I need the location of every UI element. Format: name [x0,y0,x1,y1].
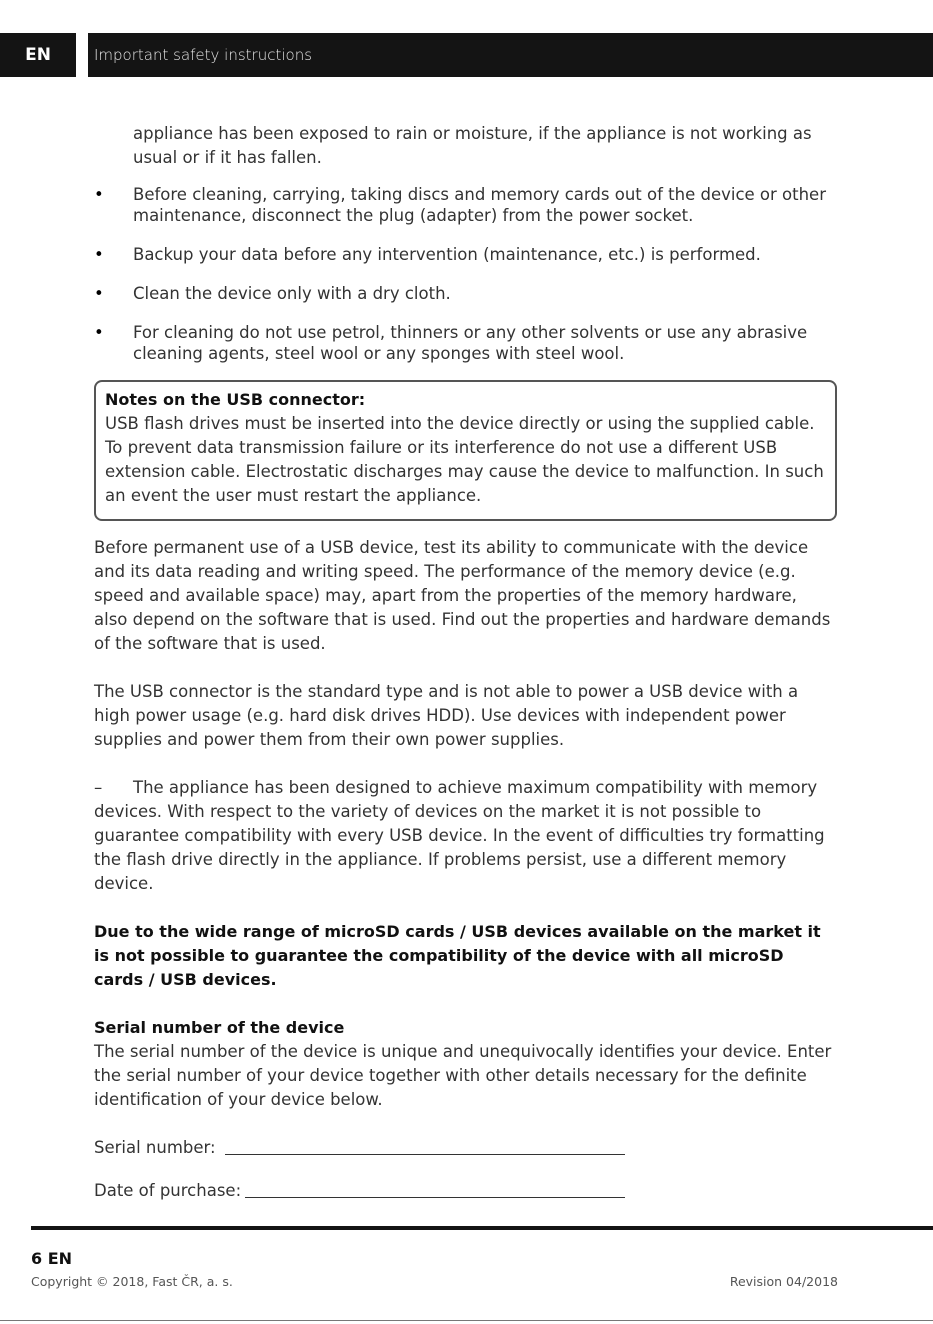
usb-performance-paragraph: Before permanent use of a USB device, test its ability to communicate with the device and its data reading and writing speed. The performance of the memory device (e.g. speed and available space) may, apart from the properties of the memory hardware, also depend on the software that is used. Find out the properties and hardware demands of the software that is used. [94,538,831,653]
section-title: Important safety instructions [94,46,313,64]
bullet-icon: • [94,323,104,342]
usb-notes-box [94,380,837,521]
list-item: • Clean the device only with a dry cloth. [94,284,451,303]
serial-number-field [94,1138,216,1157]
usb-notes-body: USB flash drives must be inserted into the device directly or using the supplied cable. To prevent data transmission failure or its interference do not use a different USB extension cable. Electrostatic discharges may cause the device to malfunction. In such an event the user must restart the appliance. [105,414,824,505]
dash-marker: – [94,778,103,797]
bullet-icon: • [94,245,104,264]
compatibility-paragraph: – The appliance has been designed to achieve maximum compatibility with memory devices. With respect to the variety of devices on the market it is not possible to guarantee compatibility with every USB device. In the event of difficulties try formatting the flash drive directly in the appliance. If problems persist, use a different memory device. [94,778,825,893]
purchase-date-line [245,1197,625,1198]
copyright: Copyright © 2018, Fast ČR, a. s. [31,1274,233,1289]
list-item: • For cleaning do not use petrol, thinners or any other solvents or use any abrasive cleaning agents, steel wool or any sponges with steel wool. [94,323,808,363]
header-separator [76,33,88,77]
page-header [0,33,933,77]
language-tag: EN [25,45,51,65]
usb-notes-title: Notes on the USB connector: [105,390,366,409]
purchase-date-field [94,1181,241,1200]
serial-number-label: Serial number: [94,1138,216,1157]
compatibility-warning: Due to the wide range of microSD cards / USB devices available on the market it is not possible to guarantee the compatibility of the device with all microSD cards / USB devices. [94,922,821,989]
footer-rule [31,1226,933,1230]
page-number: 6 EN [31,1249,73,1268]
revision: Revision 04/2018 [729,1274,838,1289]
continuation-text: appliance has been exposed to rain or moisture, if the appliance is not working as usual or if it has fallen. [133,124,812,167]
usb-power-paragraph: The USB connector is the standard type and is not able to power a USB device with a high power usage (e.g. hard disk drives HDD). Use devices with independent power supplies and power them from their own power supplies. [94,682,799,749]
serial-heading: Serial number of the device [94,1018,345,1037]
list-item: • Backup your data before any intervention (maintenance, etc.) is performed. [94,245,761,264]
page-bottom-rule [0,1320,933,1321]
list-item: • Before cleaning, carrying, taking discs and memory cards out of the device or other maintenance, disconnect the plug (adapter) from the power socket. [94,185,826,225]
serial-number-line [225,1154,625,1155]
purchase-date-label: Date of purchase: [94,1181,242,1200]
bullet-icon: • [94,284,104,303]
safety-bullet-list [94,184,834,382]
serial-description: The serial number of the device is unique and unequivocally identifies your device. Enter the serial number of your device together with other details necessary for the definite identification of your device below. [94,1042,832,1109]
bullet-icon: • [94,185,104,204]
